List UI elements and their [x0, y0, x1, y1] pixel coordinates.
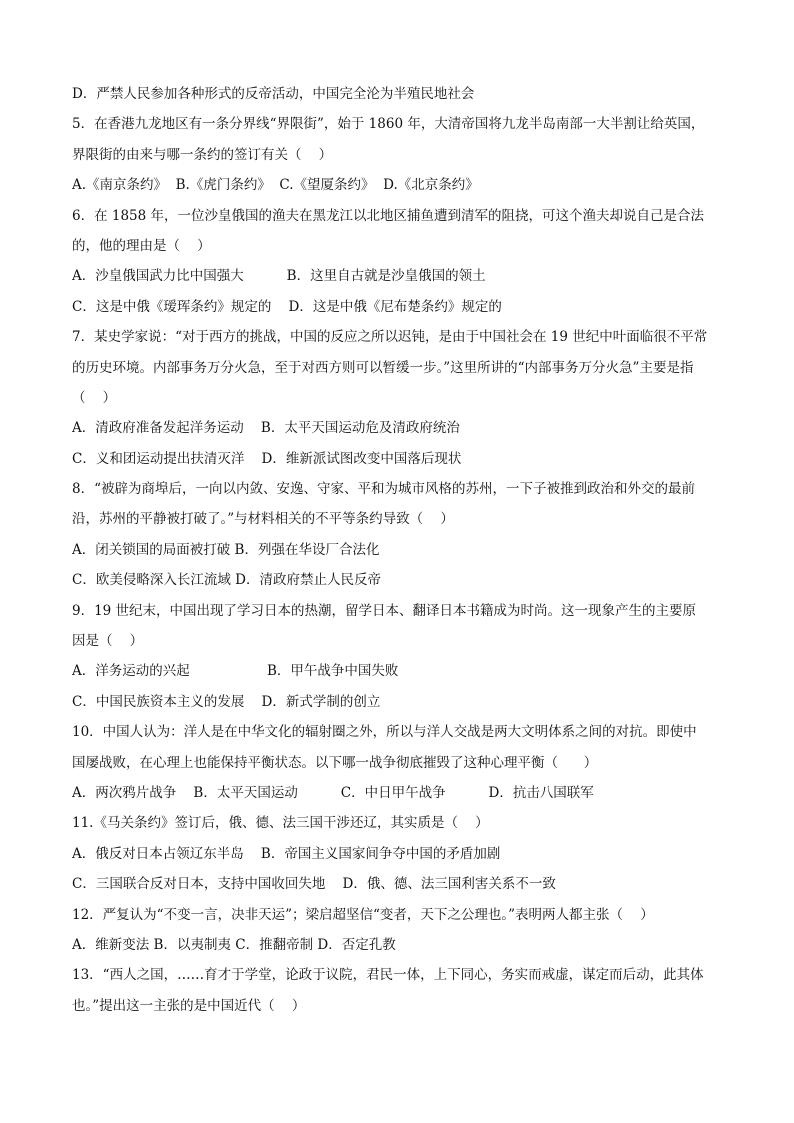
text-line: A．闭关锁国的局面被打破 B．列强在华设厂合法化: [72, 541, 380, 558]
text-line: 界限街的由来与哪一条约的签订有关（ ）: [72, 146, 333, 163]
text-line: 的历史环境。内部事务万分火急，至于对西方则可以暂缓一步。”这里所讲的“内部事务万分火急”主要是指: [72, 359, 694, 376]
text-line: C．三国联合反对日本，支持中国收回失地 D．俄、德、法三国利害关系不一致: [72, 876, 556, 893]
text-line: 8．“被辟为商埠后，一向以内敛、安逸、守家、平和为城市风格的苏州，一下子被推到政治和外交的最前: [72, 481, 695, 498]
text-line: A．清政府准备发起洋务运动 B．太平天国运动危及清政府统治: [72, 420, 460, 437]
text-line: 的，他的理由是（ ）: [72, 237, 211, 254]
text-line: 12．严复认为“不变一言，决非天运”；梁启超坚信“变者，天下之公理也。”表明两人都主张（ ）: [72, 906, 654, 923]
text-line: 也。”提出这一主张的是中国近代（ ）: [72, 997, 306, 1014]
text-line: 沿，苏州的平静被打破了。”与材料相关的不平等条约导致（ ）: [72, 511, 454, 528]
text-line: D．严禁人民参加各种形式的反帝活动，中国完全沦为半殖民地社会: [72, 86, 475, 102]
text-line: A．洋务运动的兴起 B．甲午战争中国失败: [72, 663, 399, 680]
text-line: 6．在 1858 年，一位沙皇俄国的渔夫在黑龙江以北地区捕鱼遭到清军的阻挠，可这个渔夫却说自己是合法: [72, 207, 705, 224]
text-line: 7．某史学家说：“对于西方的挑战，中国的反应之所以迟钝，是由于中国社会在 19 世纪中叶面临很不平常: [72, 329, 708, 346]
text-line: C．这是中俄《瑷珲条约》规定的 D．这是中俄《尼布楚条约》规定的: [72, 298, 502, 315]
text-line: C．义和团运动提出扶清灭洋 D．维新派试图改变中国落后现状: [72, 450, 462, 467]
text-line: A．俄反对日本占领辽东半岛 B．帝国主义国家间争夺中国的矛盾加剧: [72, 845, 501, 862]
text-line: A．沙皇俄国武力比中国强大 B．这里自古就是沙皇俄国的领土: [72, 268, 486, 285]
text-line: 9．19 世纪末，中国出现了学习日本的热潮，留学日本、翻译日本书籍成为时尚。这一现象产生的主要原: [72, 602, 697, 619]
text-line: 因是（ ）: [72, 633, 144, 650]
text-line: C．中国民族资本主义的发展 D．新式学制的创立: [72, 693, 381, 710]
text-line: 5．在香港九龙地区有一条分界线“界限街”，始于 1860 年，大清帝国将九龙半岛南部一大半割让给英国，: [72, 116, 705, 133]
text-line: 国屡战败，在心理上也能保持平衡状态。以下哪一战争彻底摧毁了这种心理平衡（ ）: [72, 754, 598, 771]
text-line: （ ）: [72, 389, 117, 406]
question-text-block: [72, 84, 722, 1026]
text-line: 10．中国人认为：洋人是在中华文化的辐射圈之外，所以与洋人交战是两大文明体系之间的对抗。即使中: [72, 724, 697, 741]
text-line: A．维新变法 B．以夷制夷 C．推翻帝制 D．否定孔教: [72, 936, 396, 953]
text-line: 13．“西人之国，……育才于学堂，论政于议院，君民一体，上下同心，务实而戒虚，谋定而后动，此其体: [72, 967, 704, 984]
text-line: A.《南京条约》 B.《虎门条约》 C.《望厦条约》 D.《北京条约》: [72, 177, 479, 194]
text-line: A．两次鸦片战争 B．太平天国运动 C．中日甲午战争 D．抗击八国联军: [72, 784, 594, 801]
text-line: 11.《马关条约》签订后，俄、德、法三国干涉还辽，其实质是（ ）: [72, 815, 489, 832]
text-line: C．欧美侵略深入长江流域 D．清政府禁止人民反帝: [72, 572, 381, 589]
